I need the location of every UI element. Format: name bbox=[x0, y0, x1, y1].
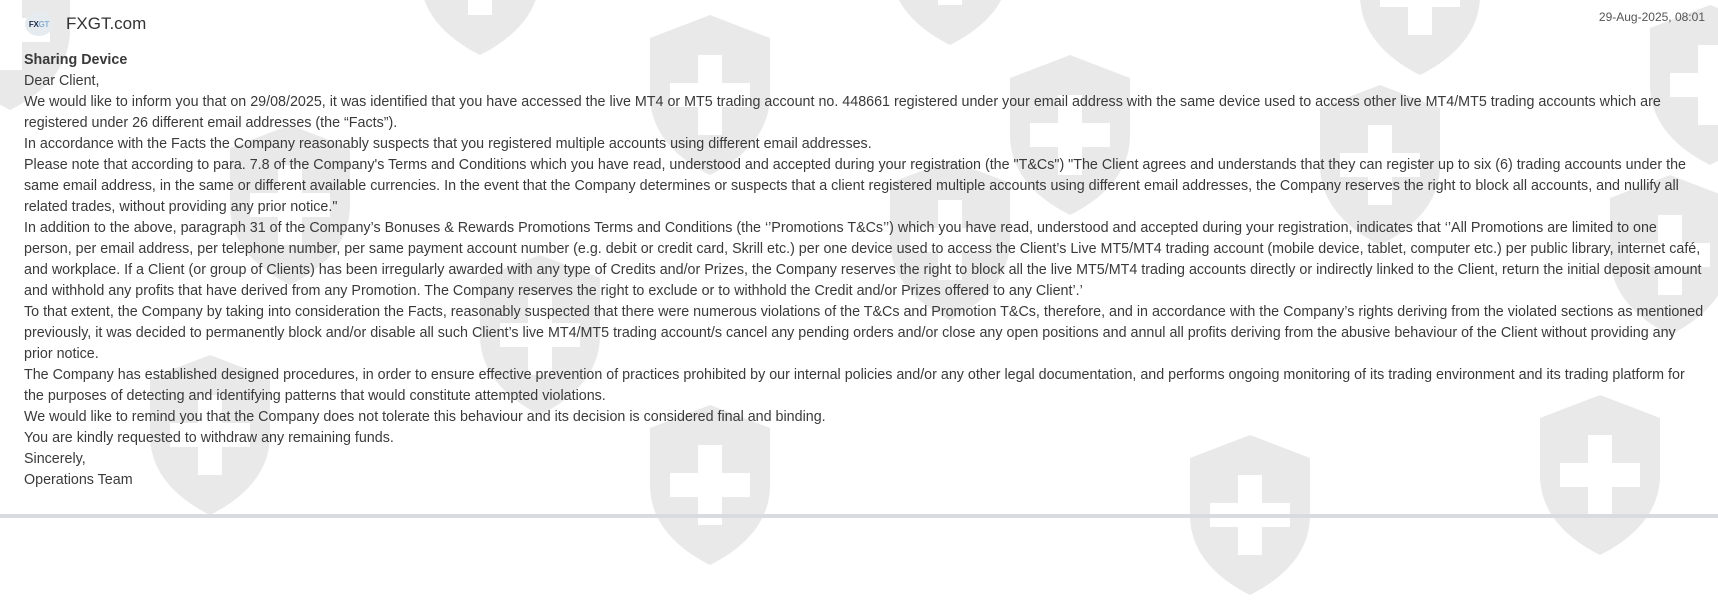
fxgt-logo bbox=[25, 12, 53, 36]
horizontal-scrollbar[interactable] bbox=[0, 514, 1718, 518]
email-body bbox=[24, 50, 1706, 491]
email-timestamp: 29-Aug-2025, 08:01 bbox=[1598, 10, 1705, 24]
body-paragraph: In addition to the above, paragraph 31 of the Company’s Bonuses & Rewards Promotions Terms and Conditions (the ‘’Promotions T&Cs’’) which you have read, understood and accepted during your registration, indicates that ‘’All Promotions are limited to one person, per email address, per telephone number, per same payment account number (e.g. debit or credit card, Skrill etc.) per one device used to access the Client’s Live MT5/MT4 trading account (mobile device, tablet, computer etc.) per public library, internet café, and workplace. If a Client (or group of Clients) has been irregularly awarded with any type of Credits and/or Prizes, the Company reserves the right to block all the live MT5/MT4 trading accounts directly or indirectly linked to the Client, return the initial deposit amount and withhold any profits that have derived from any Promotion. The Company reserves the right to exclude or to withhold the Credit and/or Prizes offered to any Client’.’ bbox=[24, 220, 1702, 299]
body-paragraph: Please note that according to para. 7.8 of the Company's Terms and Conditions which you have read, understood and accepted during your registration (the "T&Cs") "The Client agrees and understands that they can register up to six (6) trading accounts under the same email address, in the same or different available currencies. In the event that the Company determines or suspects that a client registered multiple accounts using different email addresses, the Company reserves the right to block all accounts, and nullify all related trades, without providing any prior notice." bbox=[24, 157, 1686, 215]
body-paragraph: You are kindly requested to withdraw any remaining funds. bbox=[24, 430, 394, 446]
body-paragraph: The Company has established designed procedures, in order to ensure effective prevention of practices prohibited by our internal policies and/or any other legal documentation, and performs ongoing monitoring of its trading environment and its trading platform for the purposes of detecting and identifying patterns that would constitute attempted violations. bbox=[24, 367, 1685, 404]
logo-text-gt: GT bbox=[38, 19, 50, 29]
greeting: Dear Client, bbox=[24, 73, 100, 89]
closing: Sincerely, bbox=[24, 451, 86, 467]
body-paragraph: In accordance with the Facts the Company reasonably suspects that you registered multiple accounts using different email addresses. bbox=[24, 136, 872, 152]
signature: Operations Team bbox=[24, 472, 133, 488]
body-paragraph: We would like to remind you that the Company does not tolerate this behaviour and its decision is considered final and binding. bbox=[24, 409, 826, 425]
logo-text-fx: FX bbox=[28, 19, 39, 29]
email-subject: Sharing Device bbox=[24, 52, 128, 68]
body-paragraph: To that extent, the Company by taking into consideration the Facts, reasonably suspected that there were numerous violations of the T&Cs and Promotion T&Cs, therefore, and in accordance with the Company’s rights deriving from the violated sections as mentioned previously, it was decided to permanently block and/or disable all such Client’s live MT4/MT5 trading account/s cancel any pending orders and/or close any open positions and annul all profits deriving from the abusive behaviour of the Client without providing any prior notice. bbox=[24, 304, 1704, 362]
sender-name: FXGT.com bbox=[66, 14, 147, 33]
email-header bbox=[0, 0, 1718, 40]
body-paragraph: We would like to inform you that on 29/08/2025, it was identified that you have accessed the live MT4 or MT5 trading account no. 448661 registered under your email address with the same device used to access other live MT4/MT5 trading accounts which are registered under 26 different email addresses (the “Facts”). bbox=[24, 94, 1661, 131]
